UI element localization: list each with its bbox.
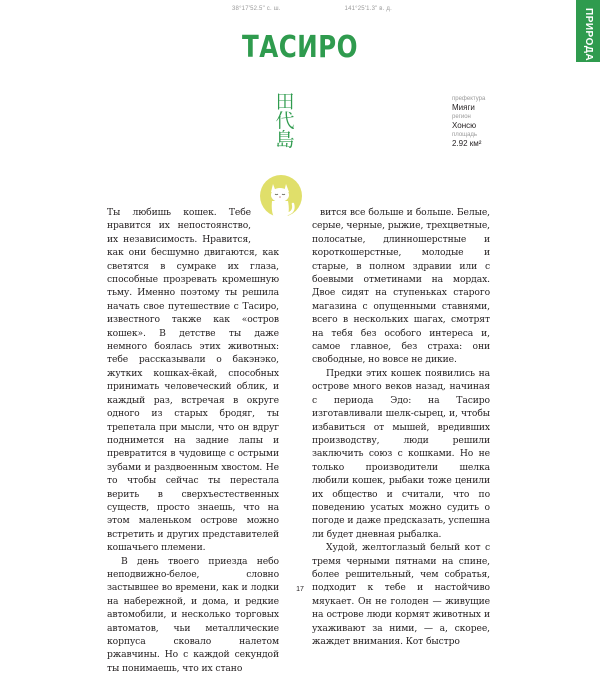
paragraph: В день твоего приезда небо неподвижно-белое, словно застывшее во времени, как и лодки на набережной, и дома, и редкие автомобили, и несколько торговых автоматов, чьи металлические корпуса сковало налетом ржавчины. Но с каждой секундой ты понимаешь, что их стано [107,555,279,674]
paragraph: Ты любишь кошек. Тебе нравится их непостоянство, их независимость. Нравится, как они бесшумно двигаются, как светятся в сумраке их глаза, способные прозревать кромешную тьму. Именно поэтому ты решила начать свое путешествие с Тасиро, известного также как «остров кошек». В детстве ты даже немного боялась этих животных: тебе рассказывали о бакэнэко, жутких кошках-ёкай, способных принимать человеческий облик, и каждый раз, встречая в округе одного из старых бродяг, ты трепетала при мысли, что он вдруг поднимется на задние лапы и превратится в чудовище с острыми зубами и раздвоенным хвостом. Не то чтобы сейчас ты перестала верить в сверхъестественных существ, просто знаешь, что на этом маленьком острове можно встретить и других представителей кошачьего племени. [107,207,279,554]
section-label: ПРИРОДА [583,8,594,62]
page-title: ТАСИРО [242,30,358,65]
region-label: регион [452,114,471,120]
kanji-char: 田 [275,91,295,113]
page-number: 17 [296,586,304,593]
area-label: площадь [452,132,478,138]
prefecture-value: Мияги [452,103,475,112]
paragraph: Предки этих кошек появились на острове много веков назад, начиная с периода Эдо: на Тасиро изготавливали шелк-сырец, и, чтобы избавиться от мышей, вредивших производству, люди решили заключить союз с кошками. Но не только производители шелка любили кошек, рыбаки тоже ценили их общество и считали, что по поведению усатых можно судить о погоде и даже предсказать, успешна ли будет дневная рыбалка. [312,367,490,540]
area-value: 2.92 км² [452,139,482,148]
paragraph: Худой, желтоглазый белый кот с тремя черными пятнами на спине, более решительный, чем собратья, подходит к тебе и настойчиво мяукает. Он не голоден — живущие на острове люди кормят животных и ухаживают за ними, — а, скорее, жаждет внимания. Кот быстро [312,542,490,647]
latitude: 38°17'52.5" с. ш. [232,6,281,12]
longitude: 141°25'1.3" в. д. [344,6,392,12]
paragraph: вится все больше и больше. Белые, серые, черные, рыжие, трехцветные, полосатые, длинношерстные и короткошерстные, молодые и старые, в полном здравии или с боевыми отметинами на мордах. Двое сидят на ступеньках старого магазина с опущенными ставнями, всего в нескольких шагах, смотрят на тебя без особого интереса и, самое главное, без страха: они свободные, но вовсе не дикие. [312,207,490,366]
article-column-left [107,206,279,675]
article-column-right [312,206,490,648]
prefecture-label: префектура [452,96,486,102]
kanji-char: 島 [275,129,295,151]
section-tab [576,0,600,62]
kanji-char: 代 [275,110,295,132]
kanji-name [273,92,297,149]
coordinates [232,6,392,12]
info-panel [452,96,485,150]
region-value: Хонсю [452,121,477,130]
